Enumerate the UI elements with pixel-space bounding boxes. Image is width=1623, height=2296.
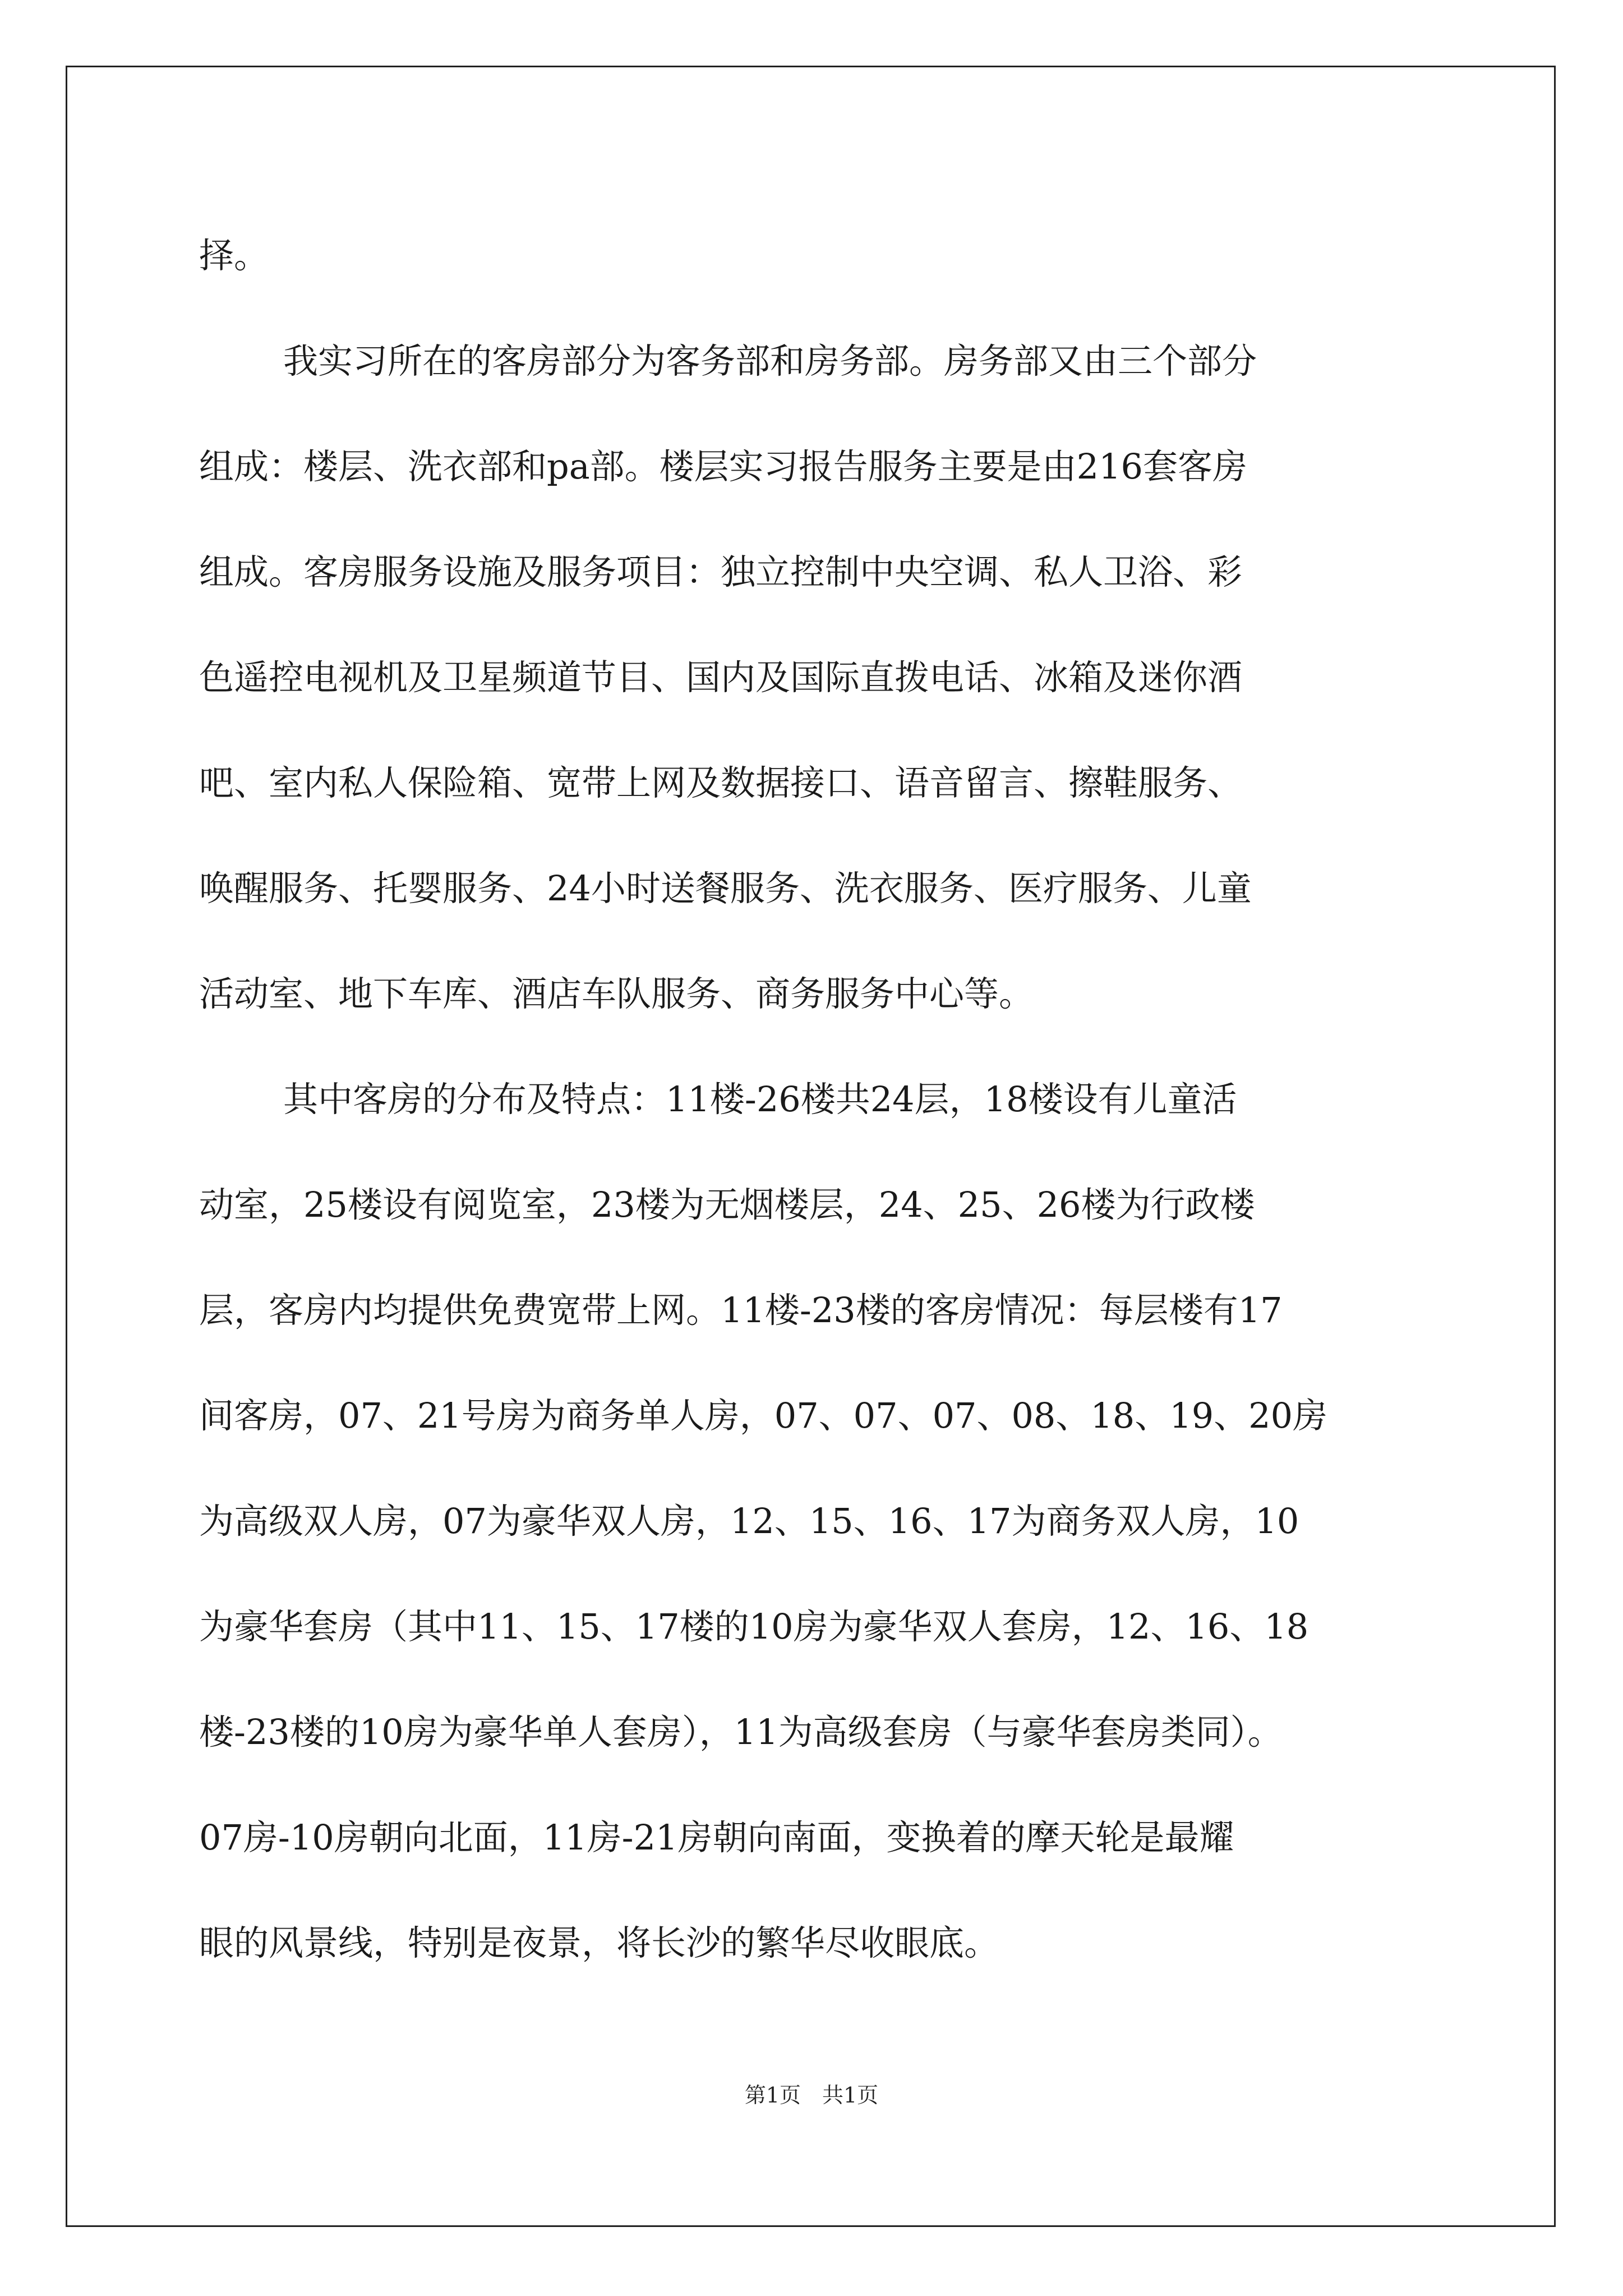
- text-line: 择。: [199, 235, 269, 276]
- text-line: 色遥控电视机及卫星频道节目、国内及国际直拨电话、冰箱及迷你酒: [199, 657, 1243, 698]
- text-line: 组成：楼层、洗衣部和pa部。楼层实习报告服务主要是由216套客房: [199, 446, 1247, 487]
- paragraph-start-line: 其中客房的分布及特点：11楼-26楼共24层，18楼设有儿童活: [283, 1079, 1237, 1120]
- text-line: 间客房，07、21号房为商务单人房，07、07、07、08、18、19、20房: [199, 1395, 1328, 1436]
- text-line: 组成。客房服务设施及服务项目：独立控制中央空调、私人卫浴、彩: [199, 551, 1243, 592]
- document-body: [199, 203, 1427, 1996]
- text-line: 活动室、地下车库、酒店车队服务、商务服务中心等。: [199, 973, 1034, 1014]
- text-line: 吧、室内私人保险箱、宽带上网及数据接口、语音留言、擦鞋服务、: [199, 762, 1243, 803]
- text-line: 楼-23楼的10房为豪华单人套房），11为高级套房（与豪华套房类同）。: [199, 1711, 1283, 1752]
- paragraph-start-line: 我实习所在的客房部分为客务部和房务部。房务部又由三个部分: [283, 341, 1257, 381]
- text-line: 为高级双人房，07为豪华双人房，12、15、16、17为商务双人房，10: [199, 1501, 1299, 1542]
- text-line: 唤醒服务、托婴服务、24小时送餐服务、洗衣服务、医疗服务、儿童: [199, 868, 1252, 909]
- text-line: 为豪华套房（其中11、15、17楼的10房为豪华双人套房，12、16、18: [199, 1606, 1309, 1647]
- text-line: 层，客房内均提供免费宽带上网。11楼-23楼的客房情况：每层楼有17: [199, 1290, 1283, 1331]
- text-line: 动室，25楼设有阅览室，23楼为无烟楼层，24、25、26楼为行政楼: [199, 1184, 1255, 1225]
- page-footer: 第1页 共1页: [744, 2083, 879, 2108]
- text-line: 07房-10房朝向北面，11房-21房朝向南面，变换着的摩天轮是最耀: [199, 1817, 1234, 1858]
- text-line: 眼的风景线，特别是夜景，将长沙的繁华尽收眼底。: [199, 1922, 999, 1963]
